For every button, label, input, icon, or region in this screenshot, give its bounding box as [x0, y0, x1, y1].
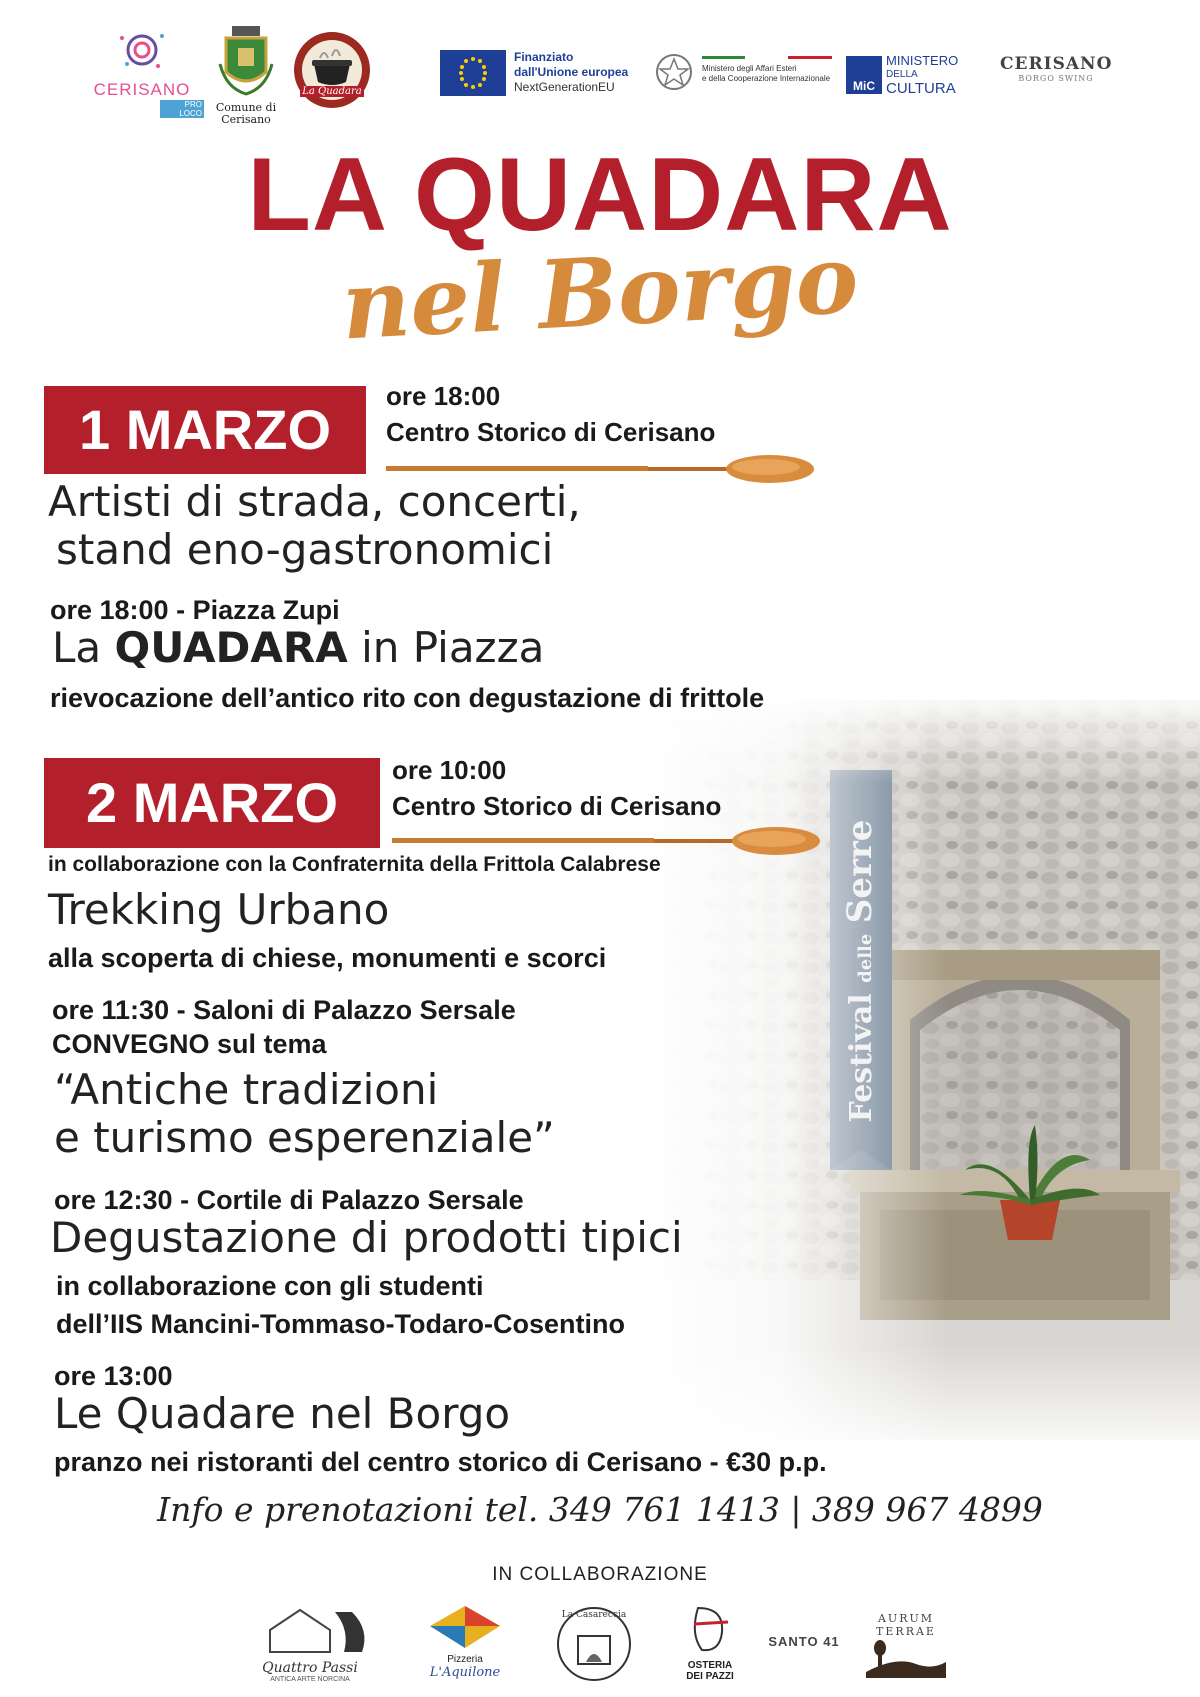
house-icon: [240, 1600, 380, 1656]
day2-degustazione-title: Degustazione di prodotti tipici: [50, 1213, 683, 1262]
page-title: LA QUADARA: [247, 137, 953, 253]
mic-line1: MINISTERO: [886, 53, 959, 68]
aurum-terrae-logo: [866, 1612, 946, 1688]
day1-event-title-bold: QUADARA: [114, 623, 348, 672]
day2-trek-title: Trekking Urbano: [48, 885, 390, 934]
day1-place: Centro Storico di Cerisano: [386, 417, 716, 447]
day2-convegno-time: ore 11:30 - Saloni di Palazzo Sersale: [52, 995, 516, 1025]
eu-line1: Finanziato: [514, 50, 574, 64]
eu-line2: dall'Unione europea: [514, 65, 629, 79]
esteri-line1: Ministero degli Affari Esteri: [702, 64, 797, 73]
eu-funding-text: [514, 50, 654, 95]
kite-icon: [420, 1604, 510, 1650]
day2-degustazione-line1: in collaborazione con gli studenti: [56, 1271, 484, 1301]
osteria-title: OSTERIA: [687, 1660, 733, 1671]
day2-lunch-desc: pranzo nei ristoranti del centro storico di Cerisano - €30 p.p.: [54, 1447, 827, 1477]
day2-trek-desc: alla scoperta di chiese, monumenti e scorci: [48, 943, 607, 973]
ministero-esteri-logo: [654, 50, 834, 96]
day2-convegno-line2: e turismo esperenziale”: [54, 1113, 555, 1162]
mic-badge: MiC: [846, 56, 882, 94]
la-casareccia-title: La Casareccia: [561, 1610, 627, 1620]
borgo-swing-title: CERISANO: [1000, 54, 1113, 74]
banner-line1: Festival: [844, 993, 879, 1123]
esteri-line2: e della Cooperazione Internazionale: [702, 74, 831, 83]
la-quadara-badge: La Quadara: [300, 86, 364, 97]
mic-line2: DELLA: [886, 69, 918, 80]
comune-di-cerisano-logo: [212, 24, 280, 124]
day1-event-title: [52, 624, 544, 672]
santo-41-logo: SANTO 41: [768, 1634, 840, 1649]
day1-activities-line1: Artisti di strada, concerti,: [48, 477, 581, 526]
festival-banner: [830, 780, 892, 1160]
day1-event-desc: rievocazione dell’antico rito con degustazione di frittole: [50, 683, 765, 713]
aurum-subtitle: TERRAE: [876, 1625, 936, 1638]
day1-activities-line2: stand eno-gastronomici: [56, 525, 554, 574]
osteria-dei-pazzi-logo: [680, 1604, 740, 1688]
face-icon: [680, 1604, 740, 1656]
day2-degustazione-time: ore 12:30 - Cortile di Palazzo Sersale: [54, 1185, 524, 1215]
info-phone-line: Info e prenotazioni tel. 349 761 1413 | 389 967 4899: [157, 1490, 1043, 1529]
emblem-icon: [654, 50, 694, 96]
cerisano-pro-loco-logo: [82, 28, 202, 118]
day1-event-title-pre: La: [52, 623, 115, 672]
day2-collab: in collaborazione con la Confraternita della Frittola Calabrese: [48, 853, 661, 876]
comune-label: Comune di Cerisano: [215, 101, 277, 126]
day1-event-title-post: in Piazza: [347, 623, 545, 672]
pro-loco-subtitle: PRO LOCO: [160, 100, 204, 118]
day2-convegno-label: CONVEGNO sul tema: [52, 1029, 327, 1059]
ministero-cultura-logo: [846, 52, 966, 98]
day2-convegno-line1: “Antiche tradizioni: [54, 1065, 439, 1114]
landscape-icon: [866, 1638, 946, 1678]
quattro-passi-title: Quattro Passi: [262, 1660, 358, 1676]
day1-date-badge: 1 MARZO: [44, 386, 366, 474]
sponsors-label: IN COLLABORAZIONE: [492, 1564, 708, 1585]
eu-line3: NextGenerationEU: [514, 80, 615, 94]
banner-line3: Serre: [840, 819, 880, 924]
eu-flag-icon: [440, 50, 506, 96]
quattro-passi-logo: [240, 1600, 380, 1686]
cerisano-borgo-swing-logo: [1000, 54, 1112, 94]
banner-line2: delle: [855, 933, 876, 983]
pizzeria-label: Pizzeria: [447, 1654, 483, 1665]
day1-event-time: ore 18:00 - Piazza Zupi: [50, 595, 340, 625]
day2-date-badge: 2 MARZO: [44, 758, 380, 848]
pizzeria-laquilone-logo: [420, 1604, 510, 1688]
pro-loco-title: CERISANO: [93, 80, 191, 99]
coat-of-arms-icon: [212, 24, 280, 98]
quattro-passi-subtitle: ANTICA ARTE NORCINA: [270, 1676, 350, 1683]
osteria-subtitle: DEI PAZZI: [686, 1671, 734, 1682]
day2-lunch-title: Le Quadare nel Borgo: [54, 1389, 511, 1438]
aurum-title: AURUM: [877, 1612, 935, 1625]
pizzeria-name: L'Aquilone: [429, 1665, 501, 1680]
borgo-swing-subtitle: BORGO SWING: [1018, 74, 1094, 83]
la-casareccia-logo: [554, 1602, 634, 1682]
spiral-icon: [82, 28, 202, 76]
confraternita-frittola-logo: [292, 30, 372, 110]
day2-time: ore 10:00: [392, 755, 507, 785]
mic-line3: CULTURA: [886, 80, 956, 97]
page-subtitle-script: nel Borgo: [339, 224, 861, 362]
cauldron-icon: [292, 30, 372, 110]
day2-degustazione-line2: dell’IIS Mancini-Tommaso-Todaro-Cosentino: [56, 1309, 626, 1339]
day1-time: ore 18:00: [386, 381, 501, 411]
day2-place: Centro Storico di Cerisano: [392, 791, 722, 821]
day2-lunch-time: ore 13:00: [54, 1361, 173, 1391]
